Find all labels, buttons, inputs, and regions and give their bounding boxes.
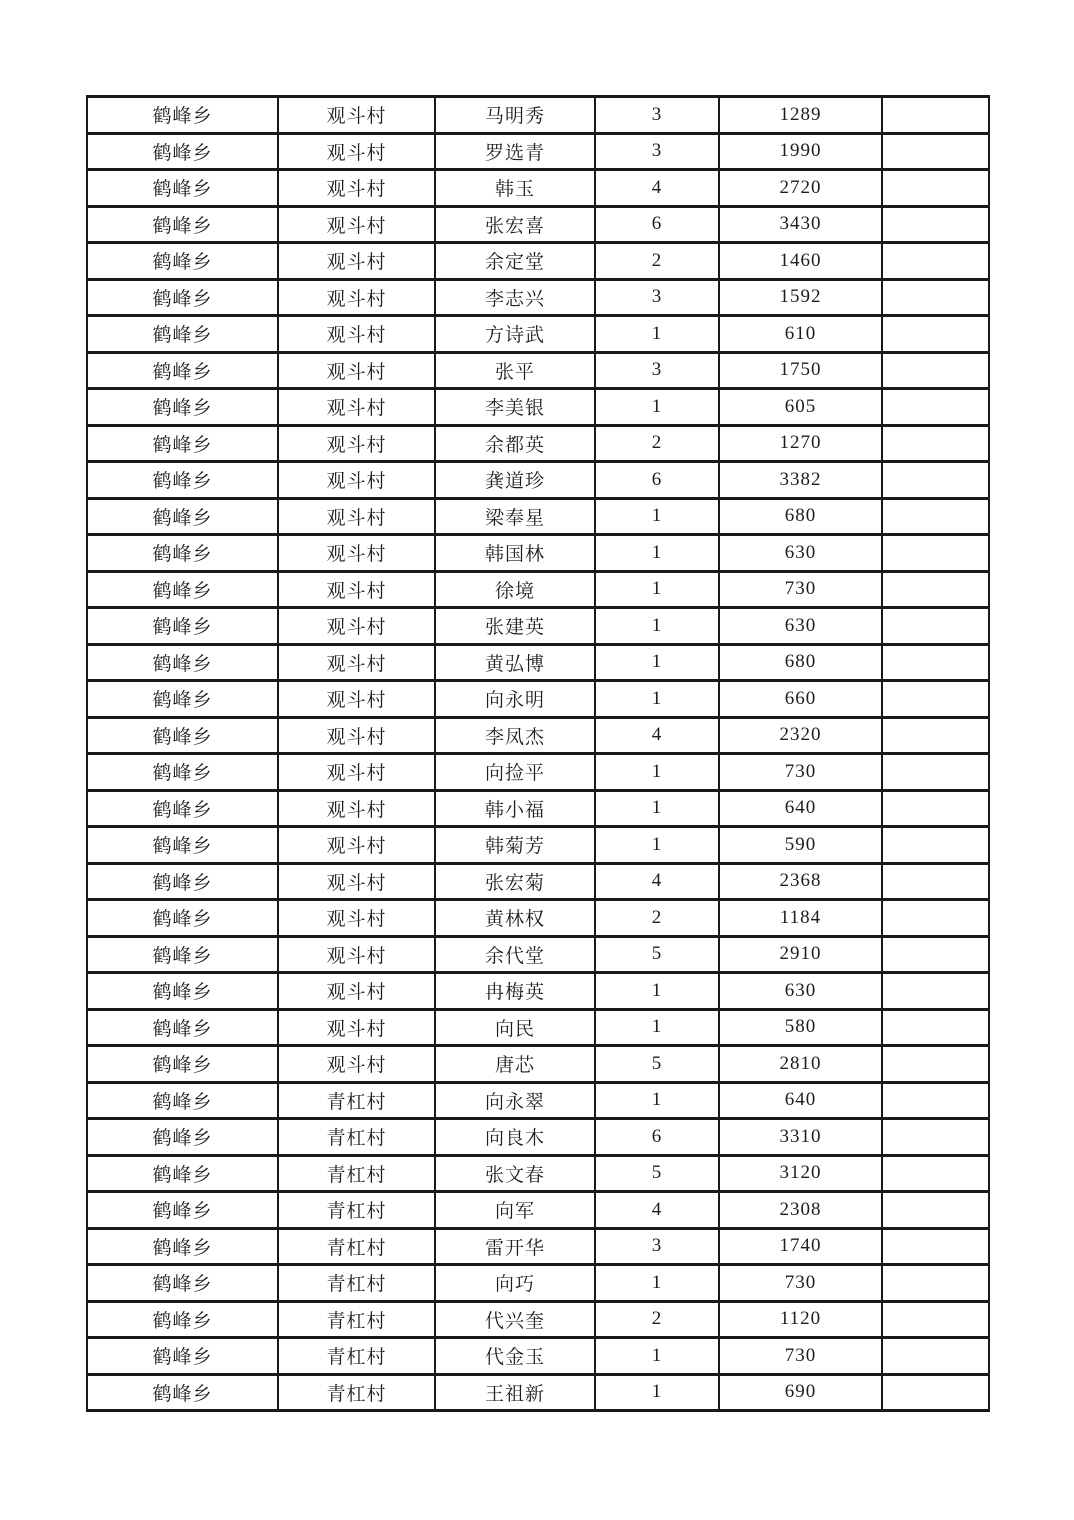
- cell-count: 6: [595, 1119, 719, 1156]
- table-row: [87, 316, 989, 353]
- cell-count: 3: [595, 133, 719, 170]
- cell-count: 1: [595, 973, 719, 1010]
- cell-village: 观斗村: [278, 790, 435, 827]
- cell-amount: 590: [719, 827, 882, 864]
- table-row: [87, 790, 989, 827]
- cell-village: 观斗村: [278, 754, 435, 791]
- cell-person-name: 唐芯: [435, 1046, 595, 1083]
- cell-village: 观斗村: [278, 389, 435, 426]
- cell-amount: 3310: [719, 1119, 882, 1156]
- cell-village: 青杠村: [278, 1301, 435, 1338]
- cell-village: 观斗村: [278, 571, 435, 608]
- cell-person-name: 向永明: [435, 681, 595, 718]
- cell-blank: [882, 206, 989, 243]
- data-table: [86, 95, 990, 1412]
- cell-blank: [882, 1119, 989, 1156]
- cell-count: 1: [595, 1338, 719, 1375]
- cell-person-name: 王祖新: [435, 1374, 595, 1411]
- cell-village: 观斗村: [278, 206, 435, 243]
- cell-village: 观斗村: [278, 1009, 435, 1046]
- cell-count: 1: [595, 498, 719, 535]
- cell-amount: 2810: [719, 1046, 882, 1083]
- cell-blank: [882, 498, 989, 535]
- cell-person-name: 向军: [435, 1192, 595, 1229]
- cell-village: 观斗村: [278, 97, 435, 134]
- cell-township: 鹤峰乡: [87, 608, 278, 645]
- cell-amount: 2320: [719, 717, 882, 754]
- cell-amount: 3382: [719, 462, 882, 499]
- cell-amount: 3120: [719, 1155, 882, 1192]
- table-row: [87, 1082, 989, 1119]
- cell-person-name: 张平: [435, 352, 595, 389]
- cell-count: 1: [595, 754, 719, 791]
- cell-township: 鹤峰乡: [87, 1374, 278, 1411]
- cell-township: 鹤峰乡: [87, 316, 278, 353]
- cell-township: 鹤峰乡: [87, 1228, 278, 1265]
- cell-count: 1: [595, 1374, 719, 1411]
- cell-village: 青杠村: [278, 1119, 435, 1156]
- cell-person-name: 韩菊芳: [435, 827, 595, 864]
- cell-amount: 1289: [719, 97, 882, 134]
- table-row: [87, 1155, 989, 1192]
- cell-amount: 1990: [719, 133, 882, 170]
- cell-township: 鹤峰乡: [87, 1119, 278, 1156]
- cell-person-name: 徐境: [435, 571, 595, 608]
- cell-township: 鹤峰乡: [87, 900, 278, 937]
- cell-township: 鹤峰乡: [87, 498, 278, 535]
- cell-amount: 690: [719, 1374, 882, 1411]
- cell-amount: 630: [719, 973, 882, 1010]
- cell-township: 鹤峰乡: [87, 352, 278, 389]
- cell-village: 青杠村: [278, 1374, 435, 1411]
- cell-person-name: 韩小福: [435, 790, 595, 827]
- cell-township: 鹤峰乡: [87, 389, 278, 426]
- table-row: [87, 279, 989, 316]
- cell-count: 6: [595, 462, 719, 499]
- cell-amount: 1592: [719, 279, 882, 316]
- cell-village: 观斗村: [278, 827, 435, 864]
- cell-township: 鹤峰乡: [87, 1338, 278, 1375]
- cell-amount: 1460: [719, 243, 882, 280]
- table-row: [87, 243, 989, 280]
- cell-township: 鹤峰乡: [87, 973, 278, 1010]
- cell-blank: [882, 389, 989, 426]
- table-row: [87, 170, 989, 207]
- table-row: [87, 863, 989, 900]
- cell-blank: [882, 681, 989, 718]
- table-row: [87, 571, 989, 608]
- cell-township: 鹤峰乡: [87, 644, 278, 681]
- cell-count: 4: [595, 1192, 719, 1229]
- table-row: [87, 462, 989, 499]
- cell-blank: [882, 1192, 989, 1229]
- table-row: [87, 1119, 989, 1156]
- cell-amount: 630: [719, 608, 882, 645]
- cell-count: 1: [595, 1265, 719, 1302]
- cell-person-name: 李美银: [435, 389, 595, 426]
- cell-count: 3: [595, 97, 719, 134]
- cell-township: 鹤峰乡: [87, 1082, 278, 1119]
- cell-blank: [882, 754, 989, 791]
- cell-amount: 3430: [719, 206, 882, 243]
- cell-amount: 610: [719, 316, 882, 353]
- cell-blank: [882, 571, 989, 608]
- cell-village: 观斗村: [278, 498, 435, 535]
- cell-village: 观斗村: [278, 644, 435, 681]
- cell-amount: 730: [719, 1265, 882, 1302]
- table-row: [87, 97, 989, 134]
- cell-township: 鹤峰乡: [87, 243, 278, 280]
- cell-township: 鹤峰乡: [87, 279, 278, 316]
- cell-blank: [882, 1374, 989, 1411]
- cell-person-name: 李志兴: [435, 279, 595, 316]
- cell-township: 鹤峰乡: [87, 206, 278, 243]
- cell-blank: [882, 1338, 989, 1375]
- cell-township: 鹤峰乡: [87, 827, 278, 864]
- cell-count: 6: [595, 206, 719, 243]
- cell-person-name: 龚道珍: [435, 462, 595, 499]
- cell-village: 观斗村: [278, 608, 435, 645]
- cell-person-name: 余都英: [435, 425, 595, 462]
- cell-amount: 1120: [719, 1301, 882, 1338]
- cell-blank: [882, 1009, 989, 1046]
- cell-count: 2: [595, 900, 719, 937]
- table-row: [87, 389, 989, 426]
- cell-village: 观斗村: [278, 243, 435, 280]
- table-row: [87, 1265, 989, 1302]
- cell-village: 观斗村: [278, 352, 435, 389]
- cell-village: 观斗村: [278, 316, 435, 353]
- cell-village: 观斗村: [278, 863, 435, 900]
- cell-township: 鹤峰乡: [87, 425, 278, 462]
- cell-person-name: 向良木: [435, 1119, 595, 1156]
- cell-township: 鹤峰乡: [87, 1155, 278, 1192]
- cell-amount: 1750: [719, 352, 882, 389]
- table-row: [87, 1374, 989, 1411]
- cell-count: 3: [595, 352, 719, 389]
- cell-amount: 1740: [719, 1228, 882, 1265]
- cell-village: 观斗村: [278, 279, 435, 316]
- table-row: [87, 1301, 989, 1338]
- table-row: [87, 1046, 989, 1083]
- cell-blank: [882, 973, 989, 1010]
- cell-village: 观斗村: [278, 900, 435, 937]
- cell-person-name: 余定堂: [435, 243, 595, 280]
- cell-count: 1: [595, 1009, 719, 1046]
- cell-village: 青杠村: [278, 1338, 435, 1375]
- cell-person-name: 代金玉: [435, 1338, 595, 1375]
- table-row: [87, 425, 989, 462]
- cell-count: 1: [595, 644, 719, 681]
- cell-person-name: 向民: [435, 1009, 595, 1046]
- cell-blank: [882, 900, 989, 937]
- table-row: [87, 717, 989, 754]
- cell-count: 5: [595, 1155, 719, 1192]
- cell-blank: [882, 717, 989, 754]
- cell-person-name: 韩玉: [435, 170, 595, 207]
- cell-township: 鹤峰乡: [87, 1301, 278, 1338]
- cell-village: 青杠村: [278, 1192, 435, 1229]
- cell-township: 鹤峰乡: [87, 681, 278, 718]
- cell-blank: [882, 1155, 989, 1192]
- cell-count: 1: [595, 790, 719, 827]
- cell-person-name: 韩国林: [435, 535, 595, 572]
- cell-person-name: 向巧: [435, 1265, 595, 1302]
- cell-amount: 605: [719, 389, 882, 426]
- cell-count: 2: [595, 1301, 719, 1338]
- cell-blank: [882, 133, 989, 170]
- table-row: [87, 133, 989, 170]
- cell-blank: [882, 316, 989, 353]
- cell-amount: 580: [719, 1009, 882, 1046]
- table-row: [87, 900, 989, 937]
- cell-amount: 730: [719, 1338, 882, 1375]
- cell-person-name: 张宏菊: [435, 863, 595, 900]
- cell-amount: 630: [719, 535, 882, 572]
- cell-count: 1: [595, 681, 719, 718]
- cell-township: 鹤峰乡: [87, 97, 278, 134]
- cell-amount: 2308: [719, 1192, 882, 1229]
- cell-township: 鹤峰乡: [87, 1192, 278, 1229]
- table-row: [87, 1009, 989, 1046]
- cell-village: 青杠村: [278, 1265, 435, 1302]
- cell-blank: [882, 1301, 989, 1338]
- cell-township: 鹤峰乡: [87, 863, 278, 900]
- cell-township: 鹤峰乡: [87, 754, 278, 791]
- cell-village: 观斗村: [278, 973, 435, 1010]
- cell-blank: [882, 243, 989, 280]
- cell-count: 1: [595, 316, 719, 353]
- cell-person-name: 马明秀: [435, 97, 595, 134]
- table-row: [87, 352, 989, 389]
- cell-blank: [882, 1046, 989, 1083]
- cell-amount: 1270: [719, 425, 882, 462]
- cell-person-name: 代兴奎: [435, 1301, 595, 1338]
- cell-count: 3: [595, 279, 719, 316]
- cell-blank: [882, 936, 989, 973]
- table-body: [87, 97, 989, 1411]
- cell-amount: 2368: [719, 863, 882, 900]
- cell-count: 3: [595, 1228, 719, 1265]
- cell-amount: 660: [719, 681, 882, 718]
- cell-blank: [882, 827, 989, 864]
- cell-township: 鹤峰乡: [87, 462, 278, 499]
- cell-count: 4: [595, 170, 719, 207]
- cell-amount: 640: [719, 790, 882, 827]
- cell-amount: 730: [719, 754, 882, 791]
- cell-blank: [882, 279, 989, 316]
- cell-person-name: 雷开华: [435, 1228, 595, 1265]
- cell-village: 观斗村: [278, 681, 435, 718]
- cell-blank: [882, 97, 989, 134]
- cell-township: 鹤峰乡: [87, 535, 278, 572]
- table-row: [87, 936, 989, 973]
- cell-count: 2: [595, 243, 719, 280]
- cell-person-name: 张文春: [435, 1155, 595, 1192]
- cell-blank: [882, 425, 989, 462]
- cell-person-name: 黄林权: [435, 900, 595, 937]
- cell-village: 观斗村: [278, 936, 435, 973]
- table-row: [87, 608, 989, 645]
- cell-count: 1: [595, 608, 719, 645]
- table-row: [87, 754, 989, 791]
- cell-person-name: 冉梅英: [435, 973, 595, 1010]
- cell-township: 鹤峰乡: [87, 936, 278, 973]
- table-row: [87, 535, 989, 572]
- cell-person-name: 罗选青: [435, 133, 595, 170]
- cell-count: 5: [595, 1046, 719, 1083]
- cell-township: 鹤峰乡: [87, 790, 278, 827]
- cell-blank: [882, 608, 989, 645]
- cell-village: 观斗村: [278, 717, 435, 754]
- cell-blank: [882, 863, 989, 900]
- cell-township: 鹤峰乡: [87, 571, 278, 608]
- cell-person-name: 李凤杰: [435, 717, 595, 754]
- cell-village: 观斗村: [278, 1046, 435, 1083]
- cell-person-name: 向永翠: [435, 1082, 595, 1119]
- cell-blank: [882, 170, 989, 207]
- cell-amount: 680: [719, 498, 882, 535]
- cell-village: 观斗村: [278, 170, 435, 207]
- cell-person-name: 方诗武: [435, 316, 595, 353]
- cell-village: 观斗村: [278, 462, 435, 499]
- cell-village: 观斗村: [278, 535, 435, 572]
- cell-amount: 2910: [719, 936, 882, 973]
- table-row: [87, 973, 989, 1010]
- cell-person-name: 黄弘博: [435, 644, 595, 681]
- table-row: [87, 206, 989, 243]
- table-row: [87, 1192, 989, 1229]
- cell-village: 青杠村: [278, 1155, 435, 1192]
- cell-township: 鹤峰乡: [87, 1265, 278, 1302]
- cell-person-name: 张宏喜: [435, 206, 595, 243]
- cell-blank: [882, 1265, 989, 1302]
- cell-count: 2: [595, 425, 719, 462]
- table-row: [87, 644, 989, 681]
- cell-blank: [882, 1228, 989, 1265]
- cell-amount: 2720: [719, 170, 882, 207]
- cell-count: 1: [595, 535, 719, 572]
- cell-township: 鹤峰乡: [87, 133, 278, 170]
- cell-count: 5: [595, 936, 719, 973]
- cell-person-name: 向捡平: [435, 754, 595, 791]
- cell-person-name: 梁奉星: [435, 498, 595, 535]
- cell-count: 4: [595, 863, 719, 900]
- cell-blank: [882, 1082, 989, 1119]
- cell-township: 鹤峰乡: [87, 717, 278, 754]
- cell-amount: 680: [719, 644, 882, 681]
- cell-village: 观斗村: [278, 133, 435, 170]
- cell-blank: [882, 352, 989, 389]
- cell-count: 4: [595, 717, 719, 754]
- table-row: [87, 1228, 989, 1265]
- cell-amount: 640: [719, 1082, 882, 1119]
- cell-count: 1: [595, 1082, 719, 1119]
- table-row: [87, 827, 989, 864]
- cell-count: 1: [595, 827, 719, 864]
- cell-blank: [882, 462, 989, 499]
- table-row: [87, 498, 989, 535]
- cell-person-name: 余代堂: [435, 936, 595, 973]
- cell-amount: 1184: [719, 900, 882, 937]
- cell-count: 1: [595, 571, 719, 608]
- table-row: [87, 681, 989, 718]
- cell-township: 鹤峰乡: [87, 1046, 278, 1083]
- cell-village: 青杠村: [278, 1228, 435, 1265]
- cell-blank: [882, 644, 989, 681]
- cell-blank: [882, 535, 989, 572]
- table-row: [87, 1338, 989, 1375]
- cell-amount: 730: [719, 571, 882, 608]
- cell-village: 青杠村: [278, 1082, 435, 1119]
- cell-person-name: 张建英: [435, 608, 595, 645]
- cell-village: 观斗村: [278, 425, 435, 462]
- cell-township: 鹤峰乡: [87, 1009, 278, 1046]
- cell-blank: [882, 790, 989, 827]
- cell-count: 1: [595, 389, 719, 426]
- cell-township: 鹤峰乡: [87, 170, 278, 207]
